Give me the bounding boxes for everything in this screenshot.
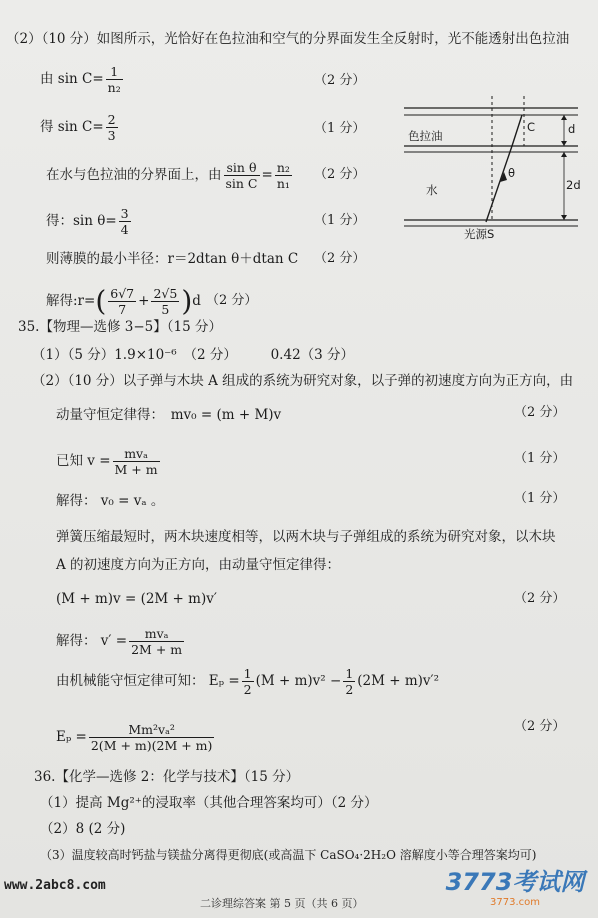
l4-points: （1 分） <box>314 213 366 228</box>
line-sinc-1 <box>40 64 125 95</box>
q35-part1: （1）（5 分）1.9×10⁻⁶ （2 分） 0.42（3 分） <box>32 347 355 363</box>
d-label: d <box>568 122 576 136</box>
source-label: 光源S <box>464 227 495 241</box>
q35-part2-intro: （2）（10 分）以子弹与木块 A 组成的系统为研究对象，以子弹的初速度方向为正方向，由 <box>32 373 574 389</box>
line-sintheta: 得：sin θ= $\frac{3}{4}$ <box>46 206 129 237</box>
m9-points: （2 分） <box>514 719 566 734</box>
l3-points: （2 分） <box>314 167 366 182</box>
brand-logo-url: 3773.com <box>490 897 540 908</box>
l1-frac: $\frac{1}{\text{n₂}}$ <box>107 64 121 95</box>
brand-logo-text: 3773考试网 <box>445 868 585 896</box>
momentum-eq1: 动量守恒定律得： mv₀ = (m + M)v <box>56 407 282 423</box>
energy-eq: 由机械能守恒定律可知： Eₚ = $\frac{1}{2}$ (M + m)v² − $\frac{1}{2}$ (2M + m)v′² <box>56 666 440 697</box>
m2-points: （1 分） <box>514 451 566 466</box>
line-radius: 则薄膜的最小半径：r＝2dtan θ＋dtan C <box>46 251 299 267</box>
l2-points: （1 分） <box>314 121 366 136</box>
ep-result: Eₚ = $\frac{\text{Mm²vₐ²}}{2(M + m)(2M + m)}$ <box>56 722 213 753</box>
page-footer: 二诊理综答案 第 5 页（共 6 页） <box>200 897 364 910</box>
spring-line1: 弹簧压缩最短时，两木块速度相等，以两木块与子弹组成的系统为研究对象，以木块 <box>56 529 556 545</box>
diagram-svg <box>404 90 590 240</box>
l1-points: （2 分） <box>314 73 366 88</box>
q35-heading: 35.【物理—选修 3−5】（15 分） <box>18 319 222 335</box>
l1-prefix: 由 sin C= <box>40 71 104 87</box>
solve-vprime: 解得： v′ = $\frac{\text{mvₐ}}{2M + m}$ <box>56 626 183 657</box>
angle-theta-label: θ <box>508 166 516 180</box>
water-label: 水 <box>426 183 438 197</box>
q36-part3: （3）温度较高时钙盐与镁盐分离得更彻底(或高温下 CaSO₄·2H₂O 溶解度小等合理答案均可) <box>40 848 537 862</box>
l6-points: （2 分） <box>206 293 258 308</box>
q2-intro: （2）（10 分）如图所示，光恰好在色拉油和空气的分界面发生全反射时，光不能透射出色拉油 <box>6 31 570 47</box>
l2-frac: $\frac{2}{3}$ <box>107 112 116 143</box>
m1-points: （2 分） <box>514 405 566 420</box>
l5-points: （2 分） <box>314 251 366 266</box>
two-d-label: 2d <box>566 178 581 192</box>
site-watermark-left: www.2abc8.com <box>4 878 106 893</box>
momentum-eq2: (M + m)v = (2M + m)v′ <box>56 591 217 607</box>
light-diagram <box>404 90 590 240</box>
brand-logo <box>440 862 590 908</box>
q36-heading: 36.【化学—选修 2：化学与技术】（15 分） <box>34 769 300 785</box>
line-interface: 在水与色拉油的分界面上，由 $\frac{\text{sin θ}}{\text{sin C}}$ = $\frac{\text{n₂}}{\text{n₁}}$ <box>46 160 290 191</box>
line-result-r: 解得:r=( $\frac{6√7}{7}$ + $\frac{2√5}{5}$ )d <box>46 284 201 318</box>
m3-points: （1 分） <box>514 491 566 506</box>
m6-points: （2 分） <box>514 591 566 606</box>
q36-part1: （1）提高 Mg²⁺的浸取率（其他合理答案均可）（2 分） <box>40 795 378 811</box>
line-sinc-2: 得 sin C= $\frac{2}{3}$ <box>40 112 116 143</box>
known-v: 已知 v = $\frac{\text{mvₐ}}{M + m}$ <box>56 446 158 477</box>
oil-label: 色拉油 <box>408 129 443 143</box>
solve-v0: 解得： v₀ = vₐ 。 <box>56 493 165 509</box>
spring-line2: A 的初速度方向为正方向，由动量守恒定律得： <box>56 557 341 573</box>
angle-c-label: C <box>527 120 536 134</box>
q36-part2: （2）8 (2 分) <box>40 821 126 837</box>
